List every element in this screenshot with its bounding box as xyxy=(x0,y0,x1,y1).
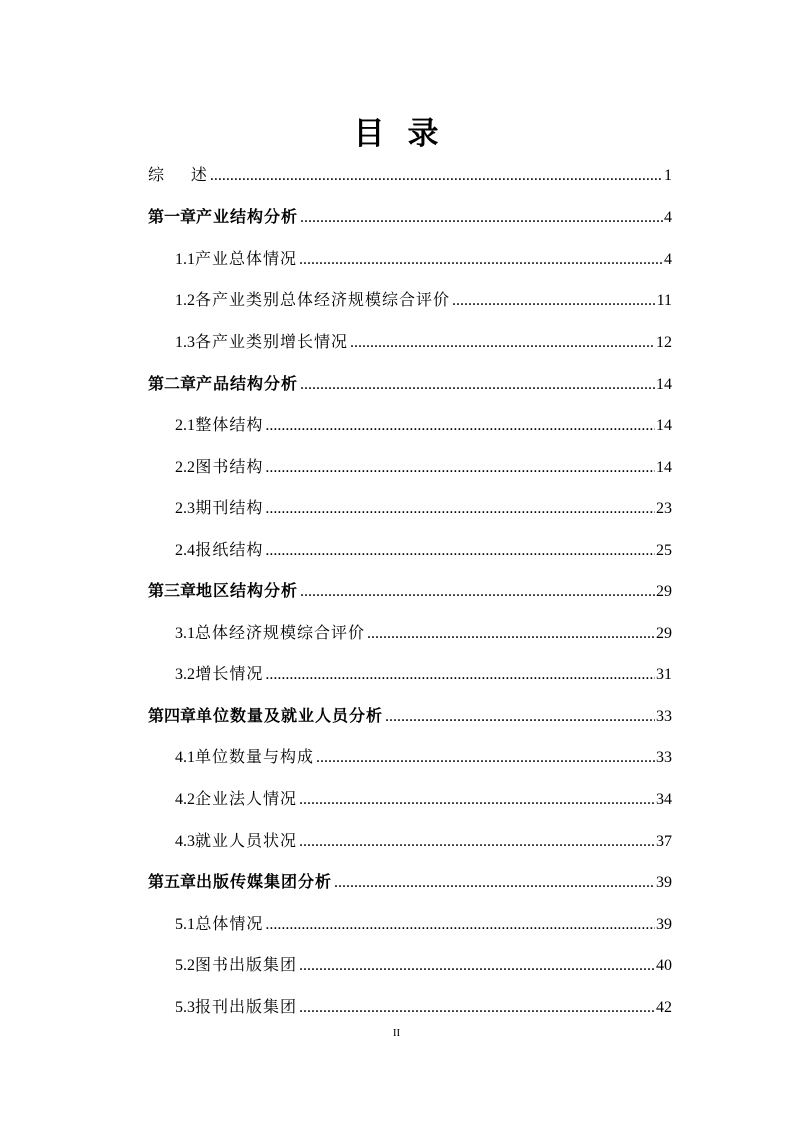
toc-entry-label: 总体情况 xyxy=(195,914,264,933)
toc-entry-section-1-3[interactable] xyxy=(175,328,672,356)
toc-entry-number: 2.2 xyxy=(175,459,195,476)
toc-entry-page: 34 xyxy=(656,791,672,808)
toc-entry-section-5-1[interactable] xyxy=(175,910,672,938)
toc-entry-page: 14 xyxy=(656,459,672,476)
toc-leader-dots xyxy=(265,454,655,482)
toc-entry-page: 29 xyxy=(656,625,672,642)
toc-leader-dots xyxy=(299,786,655,814)
toc-entry-page: 33 xyxy=(656,749,672,766)
toc-entry-chapter-2[interactable] xyxy=(148,370,672,398)
toc-entry-section-2-4[interactable] xyxy=(175,536,672,564)
toc-entry-number: 4.1 xyxy=(175,749,195,766)
toc-entry-page: 14 xyxy=(656,417,672,434)
toc-entry-section-4-1[interactable] xyxy=(175,743,672,771)
toc-entry-page: 4 xyxy=(664,251,672,268)
toc-entry-page: 11 xyxy=(656,292,672,309)
toc-entry-section-2-3[interactable] xyxy=(175,494,672,522)
toc-leader-dots xyxy=(452,287,656,315)
toc-leader-dots xyxy=(316,744,655,772)
toc-entry-page: 37 xyxy=(656,833,672,850)
toc-entry-label: 报刊出版集团 xyxy=(195,997,298,1016)
toc-entry-number: 1.3 xyxy=(175,334,195,351)
toc-leader-dots xyxy=(265,412,655,440)
toc-leader-dots xyxy=(300,371,655,399)
toc-entry-label: 单位数量与构成 xyxy=(195,747,315,766)
toc-entry-number: 第四章 xyxy=(148,706,197,725)
toc-entry-number: 1.1 xyxy=(175,251,195,268)
toc-leader-dots xyxy=(300,578,655,606)
toc-entry-label: 单位数量及就业人员分析 xyxy=(196,706,384,725)
toc-entry-number: 第一章 xyxy=(148,207,197,226)
toc-leader-dots xyxy=(265,911,655,939)
toc-entry-intro[interactable] xyxy=(148,161,672,189)
toc-entry-label: 产业总体情况 xyxy=(195,249,298,268)
toc-entry-page: 4 xyxy=(664,209,672,226)
toc-leader-dots xyxy=(299,828,655,856)
toc-entry-number: 5.1 xyxy=(175,916,195,933)
toc-entry-number: 第五章 xyxy=(148,872,197,891)
title-char-2: 录 xyxy=(407,116,440,152)
toc-entry-page: 1 xyxy=(664,167,672,184)
toc-entry-page: 12 xyxy=(656,334,672,351)
toc-entry-page: 14 xyxy=(656,376,672,393)
toc-leader-dots xyxy=(367,620,655,648)
toc-leader-dots xyxy=(210,162,663,190)
toc-entry-page: 29 xyxy=(656,583,672,600)
toc-entry-page: 23 xyxy=(656,500,672,517)
toc-entry-page: 33 xyxy=(656,708,672,725)
toc-entry-label: 增长情况 xyxy=(195,664,264,683)
toc-entry-section-2-2[interactable] xyxy=(175,453,672,481)
toc-entry-label: 述 xyxy=(190,165,208,184)
toc-entry-page: 39 xyxy=(656,874,672,891)
toc-leader-dots xyxy=(265,661,655,689)
toc-entry-label: 出版传媒集团分析 xyxy=(196,872,333,891)
toc-entry-section-4-2[interactable] xyxy=(175,785,672,813)
toc-entry-chapter-5[interactable] xyxy=(148,868,672,896)
toc-entry-section-3-2[interactable] xyxy=(175,660,672,688)
title-char-1: 目 xyxy=(353,116,386,152)
toc-entry-number: 3.2 xyxy=(175,666,195,683)
toc-leader-dots xyxy=(334,869,655,897)
toc-entry-section-4-3[interactable] xyxy=(175,827,672,855)
toc-leader-dots xyxy=(300,204,663,232)
toc-entry-chapter-4[interactable] xyxy=(148,702,672,730)
toc-entry-section-1-2[interactable] xyxy=(175,286,672,314)
toc-entry-page: 40 xyxy=(656,957,672,974)
toc-leader-dots xyxy=(299,246,663,274)
toc-leader-dots xyxy=(299,952,655,980)
toc-entry-number: 1.2 xyxy=(175,292,195,309)
toc-entry-page: 39 xyxy=(656,916,672,933)
toc-entry-section-5-2[interactable] xyxy=(175,951,672,979)
toc-entry-label: 就业人员状况 xyxy=(195,831,298,850)
toc-entry-number: 5.3 xyxy=(175,999,195,1016)
toc-entry-label: 企业法人情况 xyxy=(195,789,298,808)
toc-leader-dots xyxy=(350,329,655,357)
toc-entry-section-3-1[interactable] xyxy=(175,619,672,647)
toc-entry-page: 31 xyxy=(656,666,672,683)
toc-entry-label: 报纸结构 xyxy=(195,540,264,559)
toc-entry-label: 总体经济规模综合评价 xyxy=(195,623,366,642)
toc-entry-label: 期刊结构 xyxy=(195,498,264,517)
toc-entry-section-1-1[interactable] xyxy=(175,245,672,273)
toc-entry-chapter-3[interactable] xyxy=(148,577,672,605)
toc-entry-number: 4.2 xyxy=(175,791,195,808)
toc-entry-label: 图书结构 xyxy=(195,457,264,476)
toc-entry-section-2-1[interactable] xyxy=(175,411,672,439)
toc-entry-page: 42 xyxy=(656,999,672,1016)
toc-leader-dots xyxy=(385,703,655,731)
toc-entry-chapter-1[interactable] xyxy=(148,203,672,231)
toc-entry-number: 2.3 xyxy=(175,500,195,517)
toc-leader-dots xyxy=(265,537,655,565)
toc-entry-label: 各产业类别总体经济规模综合评价 xyxy=(195,290,451,309)
toc-entry-number: 5.2 xyxy=(175,957,195,974)
toc-entry-section-5-3[interactable] xyxy=(175,993,672,1021)
toc-entry-number: 3.1 xyxy=(175,625,195,642)
toc-entry-label: 各产业类别增长情况 xyxy=(195,332,349,351)
toc-leader-dots xyxy=(299,994,655,1022)
toc-entry-number: 4.3 xyxy=(175,833,195,850)
toc-entry-number: 第二章 xyxy=(148,374,197,393)
toc-entry-label: 产品结构分析 xyxy=(196,374,299,393)
toc-entry-label: 图书出版集团 xyxy=(195,955,298,974)
toc-leader-dots xyxy=(265,495,655,523)
toc-entry-page: 25 xyxy=(656,542,672,559)
toc-entry-number: 2.1 xyxy=(175,417,195,434)
toc-entry-number: 第三章 xyxy=(148,581,197,600)
toc-entry-label: 产业结构分析 xyxy=(196,207,299,226)
page-number-footer: II xyxy=(392,1027,401,1039)
toc-entry-label: 整体结构 xyxy=(195,415,264,434)
toc-entry-label: 地区结构分析 xyxy=(196,581,299,600)
page-title xyxy=(0,112,793,156)
toc-entry-number: 综 xyxy=(148,165,165,184)
toc-entry-number: 2.4 xyxy=(175,542,195,559)
